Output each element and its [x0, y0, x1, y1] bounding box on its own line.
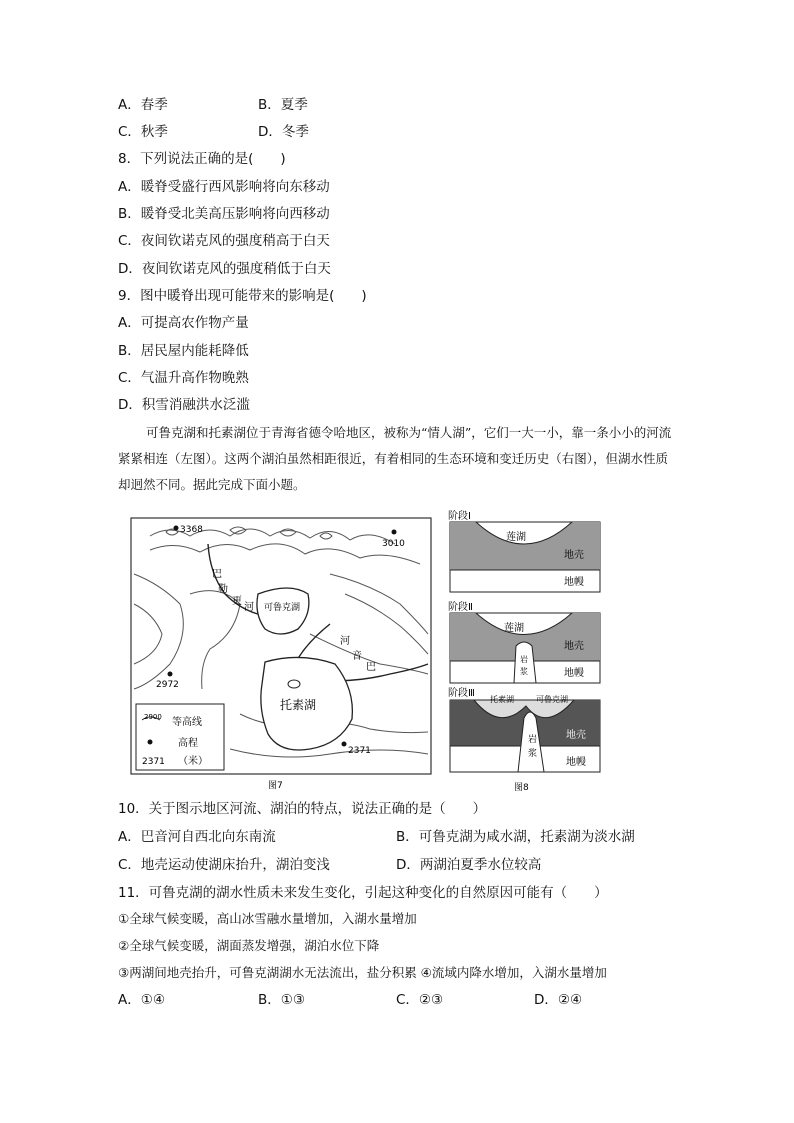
stage-2-label: 阶段Ⅱ [448, 602, 473, 613]
q7-option-b: B．夏季 [258, 97, 308, 113]
stage-1-mantle: 地幔 [564, 577, 584, 588]
lake-region-map [130, 514, 436, 790]
q9-option-b: B．居民屋内能耗降低 [118, 343, 249, 359]
elevation-3368: 3368 [180, 525, 203, 535]
river-upper-char-2: 勒 [218, 584, 228, 595]
stage-3-magma-char-1: 岩 [528, 735, 538, 745]
stage-2-mantle: 地幔 [564, 668, 584, 679]
q7-option-d: D．冬季 [258, 124, 309, 140]
legend-elevation-value: 2371 [142, 757, 165, 767]
lake-tuosu-label: 托素湖 [280, 698, 317, 712]
q10-option-d: D．两湖泊夏季水位较高 [396, 857, 542, 873]
q9-option-c: C．气温升高作物晚熟 [118, 370, 249, 386]
q10-option-b: B．可鲁克湖为咸水湖，托素湖为淡水湖 [396, 829, 635, 845]
legend-elevation-label: 高程 [178, 738, 198, 749]
q8-stem: 8．下列说法正确的是( ) [118, 151, 286, 167]
q10-stem: 10．关于图示地区河流、湖泊的特点，说法正确的是（ ） [118, 801, 487, 817]
river-upper-char-4: 河 [244, 602, 254, 613]
reading-passage [118, 420, 678, 498]
river-upper-char-1: 巴 [212, 569, 222, 580]
stage-2-magma-char-2: 浆 [520, 667, 528, 676]
q8-option-b: B．暖脊受北美高压影响将向西移动 [118, 206, 330, 222]
stage-3-magma-char-2: 浆 [528, 749, 538, 759]
stage-3-mantle: 地幔 [566, 757, 586, 768]
elevation-3010: 3010 [382, 539, 405, 549]
q11-option-b: B．①③ [258, 992, 305, 1008]
stage-1-lake: 莲湖 [506, 532, 526, 543]
lake-evolution-stages [446, 506, 606, 796]
q8-option-c: C．夜间钦诺克风的强度稍高于白天 [118, 233, 330, 249]
stage-2-lake: 莲湖 [504, 623, 524, 634]
q11-option-d: D．②④ [534, 992, 583, 1008]
q10-option-a: A．巴音河自西北向东南流 [118, 829, 276, 845]
q8-option-d: D．夜间钦诺克风的强度稍低于白天 [118, 261, 331, 277]
q11-statement-2: ②全球气候变暖，湖面蒸发增强，湖泊水位下降 [118, 938, 380, 953]
q11-option-c: C．②③ [396, 992, 444, 1008]
stage-1-crust: 地壳 [564, 550, 584, 561]
stage-2-magma-char-1: 岩 [520, 655, 528, 664]
legend-unit: （米） [178, 756, 208, 767]
figure-7-caption: 图7 [268, 781, 283, 790]
stage-3-tuosu: 托素湖 [490, 695, 514, 704]
river-lower-char-1: 河 [340, 636, 350, 647]
river-lower-char-2: 音 [352, 651, 362, 662]
stage-1-label: 阶段Ⅰ [448, 511, 471, 522]
stage-3-keluke: 可鲁克湖 [536, 695, 568, 704]
q9-option-a: A．可提高农作物产量 [118, 315, 249, 331]
figure-8-caption: 图8 [514, 783, 529, 793]
stage-3-crust: 地壳 [566, 730, 586, 741]
q11-stem: 11．可鲁克湖的湖水性质未来发生变化，引起这种变化的自然原因可能有（ ） [118, 885, 608, 901]
q11-statement-3-4: ③两湖间地壳抬升，可鲁克湖湖水无法流出，盐分积累 ④流域内降水增加，入湖水量增加 [118, 965, 607, 980]
elevation-2371: 2371 [348, 746, 371, 756]
river-lower-char-3: 巴 [366, 662, 376, 673]
q9-stem: 9．图中暖脊出现可能带来的影响是( ) [118, 288, 367, 304]
q10-option-c: C．地壳运动使湖床抬升，湖泊变浅 [118, 857, 330, 873]
q8-option-a: A．暖脊受盛行西风影响将向东移动 [118, 179, 330, 195]
passage-text: 可鲁克湖和托素湖位于青海省德令哈地区，被称为“情人湖”，它们一大一小，靠一条小小的河流紧紧相连（左图）。这两个湖泊虽然相距很近，有着相同的生态环境和变迁历史（右图），但湖水性质却迥然不同。据此完成下面小题。 [118, 425, 672, 492]
stage-3-label: 阶段Ⅲ [448, 688, 475, 699]
legend-contour-label: 等高线 [172, 717, 202, 728]
q7-option-a: A．春季 [118, 97, 168, 113]
river-upper-char-3: 更 [232, 596, 242, 607]
q7-option-c: C．秋季 [118, 124, 168, 140]
stage-2-crust: 地壳 [564, 641, 584, 652]
lake-keluke-label: 可鲁克湖 [264, 603, 301, 613]
q11-statement-1: ①全球气候变暖，高山冰雪融水量增加，入湖水量增加 [118, 911, 417, 926]
elevation-2972: 2972 [156, 680, 179, 690]
q9-option-d: D．积雪消融洪水泛滥 [118, 397, 250, 413]
legend-contour-value: 2900 [144, 713, 162, 721]
q11-option-a: A．①④ [118, 992, 165, 1008]
